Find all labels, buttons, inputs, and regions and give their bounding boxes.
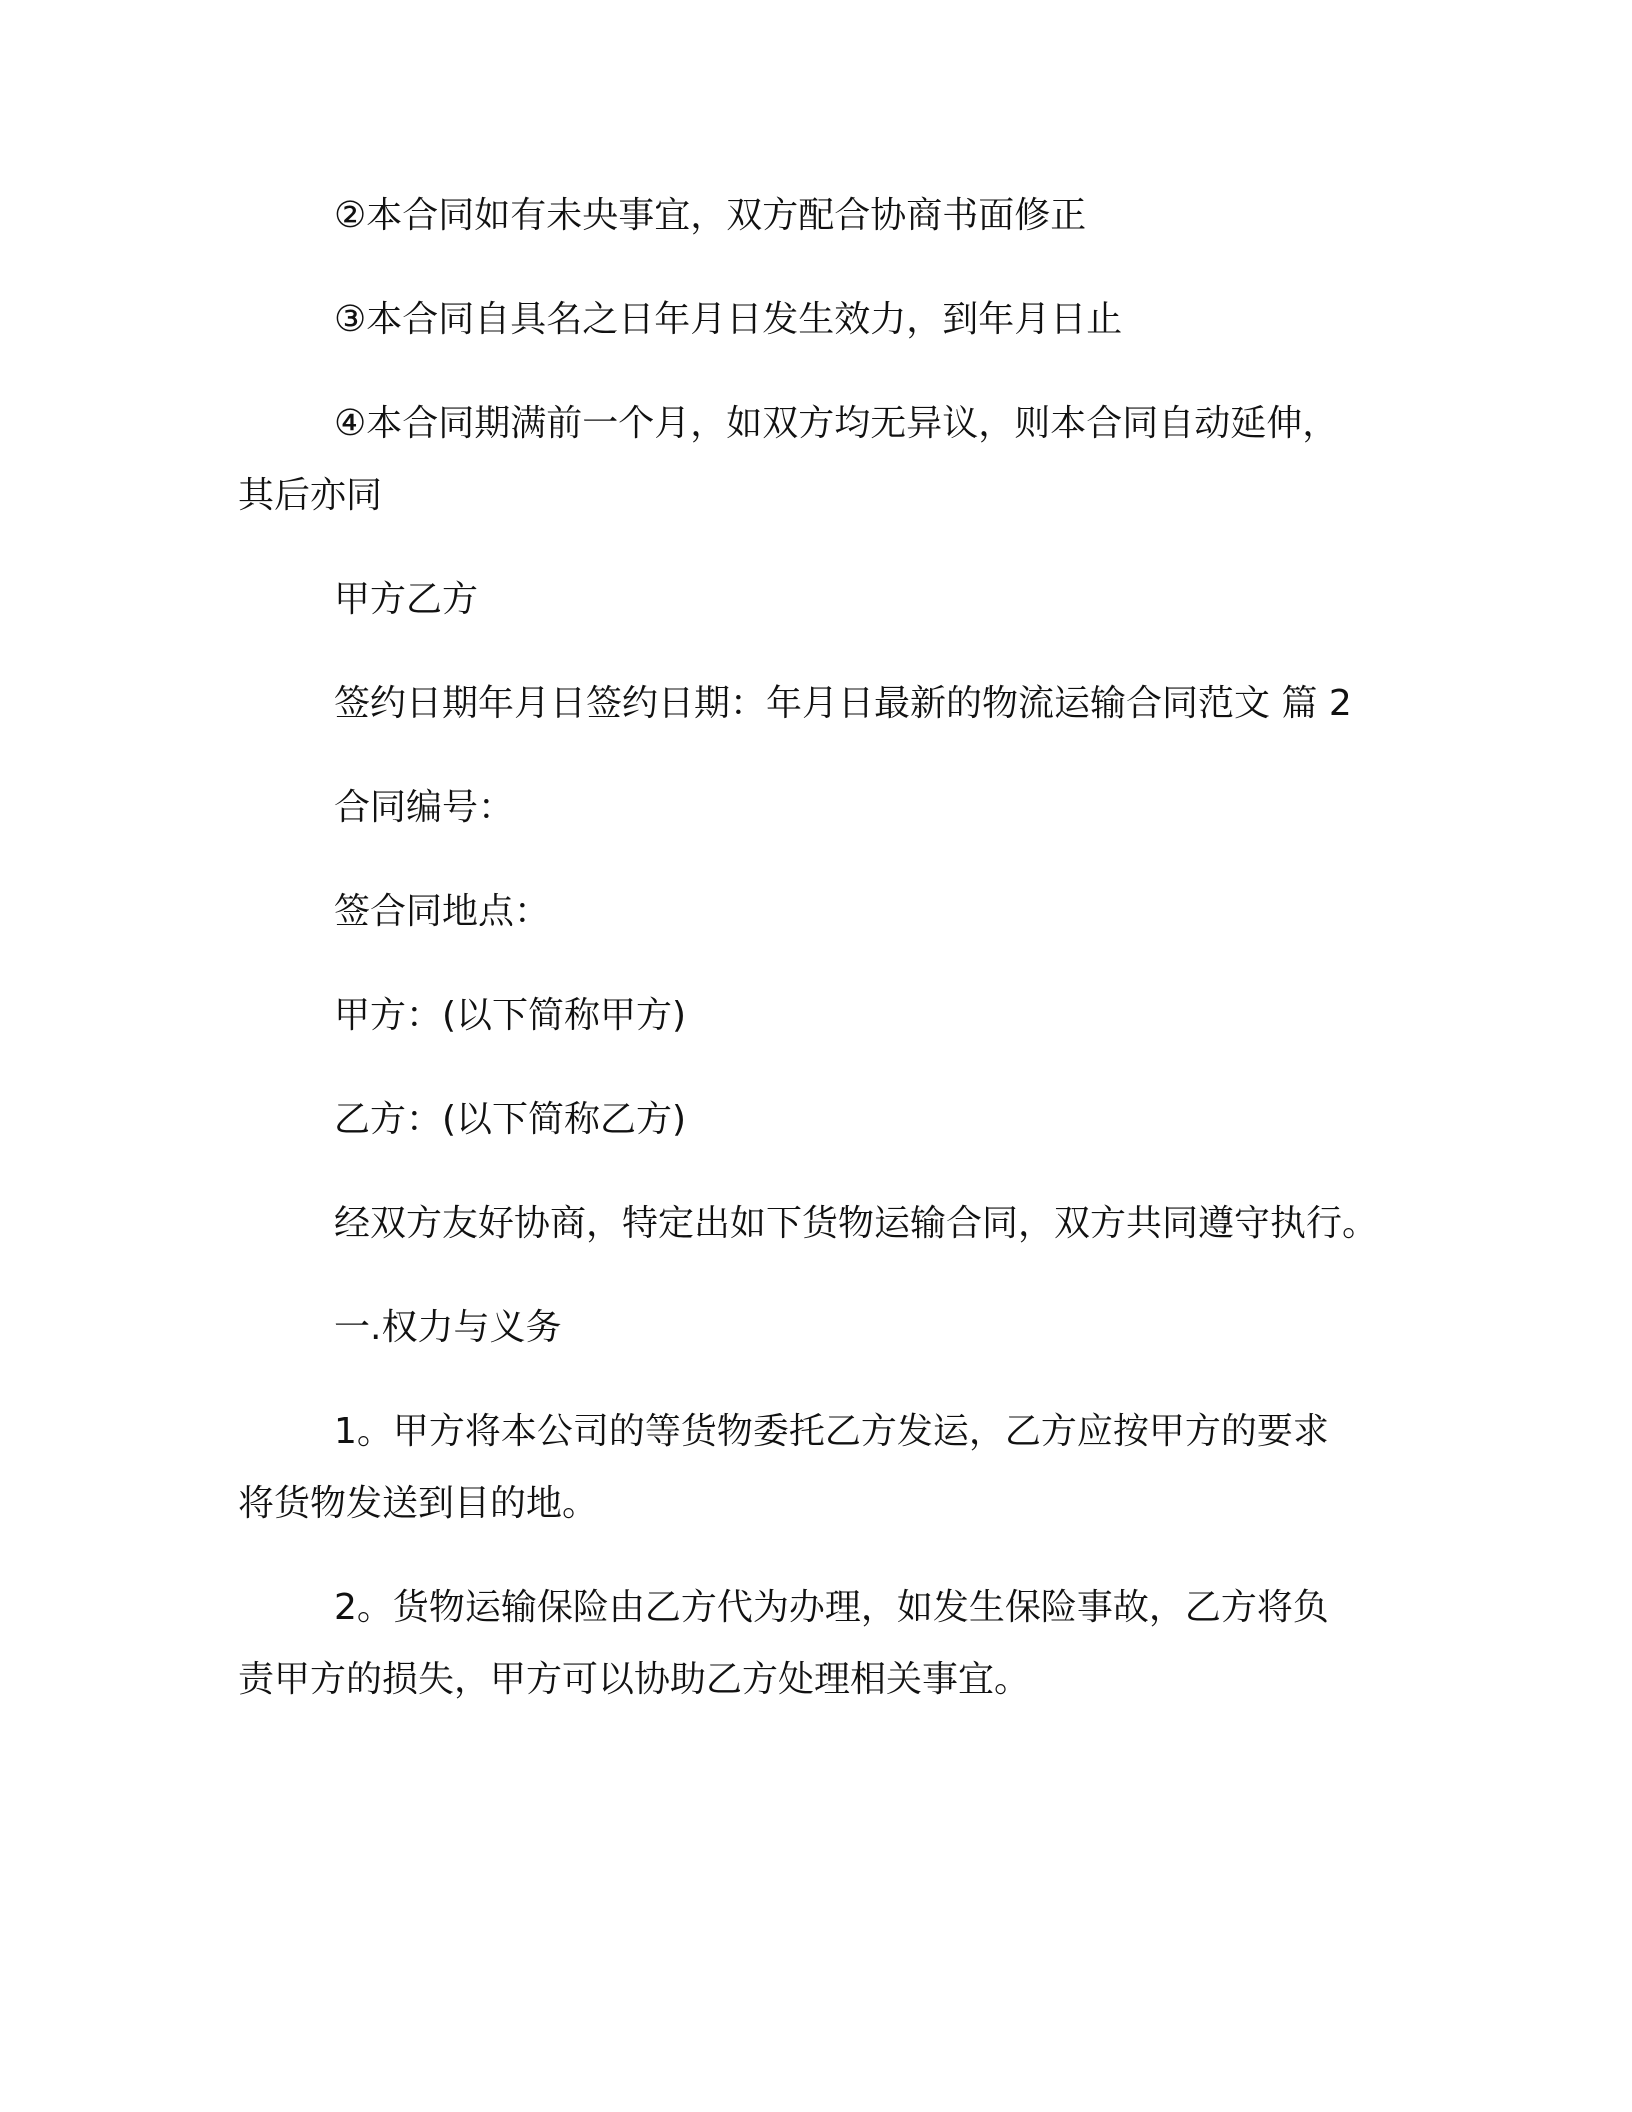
clause-2-amendment bbox=[238, 180, 1398, 252]
item-2-insurance bbox=[238, 1572, 1398, 1716]
item-1-consignment bbox=[238, 1396, 1398, 1540]
text-line: ③本合同自具名之日年月日发生效力，到年月日止 bbox=[334, 299, 1123, 340]
contract-number bbox=[238, 772, 1398, 844]
text-line: ④本合同期满前一个月，如双方均无异议，则本合同自动延伸， bbox=[334, 403, 1339, 444]
text-line: 将货物发送到目的地。 bbox=[238, 1483, 599, 1524]
text-line: 经双方友好协商，特定出如下货物运输合同，双方共同遵守执行。 bbox=[334, 1203, 1379, 1244]
text-line: 签合同地点： bbox=[334, 891, 551, 932]
text-line: 合同编号： bbox=[334, 787, 515, 828]
party-b bbox=[238, 1084, 1398, 1156]
clause-3-effective-date bbox=[238, 284, 1398, 356]
text-line: 责甲方的损失，甲方可以协助乙方处理相关事宜。 bbox=[238, 1659, 1031, 1700]
text-line: 甲方：(以下简称甲方) bbox=[334, 995, 687, 1036]
text-line: 1。甲方将本公司的等货物委托乙方发运，乙方应按甲方的要求 bbox=[334, 1411, 1329, 1452]
text-line: 一.权力与义务 bbox=[334, 1307, 562, 1348]
party-a bbox=[238, 980, 1398, 1052]
preamble bbox=[238, 1188, 1398, 1260]
section-heading-rights-obligations bbox=[238, 1292, 1398, 1364]
parties-signature-labels bbox=[238, 564, 1398, 636]
signing-date-and-heading bbox=[238, 668, 1398, 740]
signing-location bbox=[238, 876, 1398, 948]
text-line: 2。货物运输保险由乙方代为办理，如发生保险事故，乙方将负 bbox=[334, 1587, 1329, 1628]
text-line: 其后亦同 bbox=[238, 475, 383, 516]
text-line: 乙方：(以下简称乙方) bbox=[334, 1099, 687, 1140]
text-line: ②本合同如有未央事宜，双方配合协商书面修正 bbox=[334, 195, 1087, 236]
text-line: 甲方乙方 bbox=[334, 579, 479, 620]
text-line: 签约日期年月日签约日期：年月日最新的物流运输合同范文 篇 2 bbox=[334, 683, 1352, 724]
clause-4-auto-extension bbox=[238, 388, 1398, 532]
